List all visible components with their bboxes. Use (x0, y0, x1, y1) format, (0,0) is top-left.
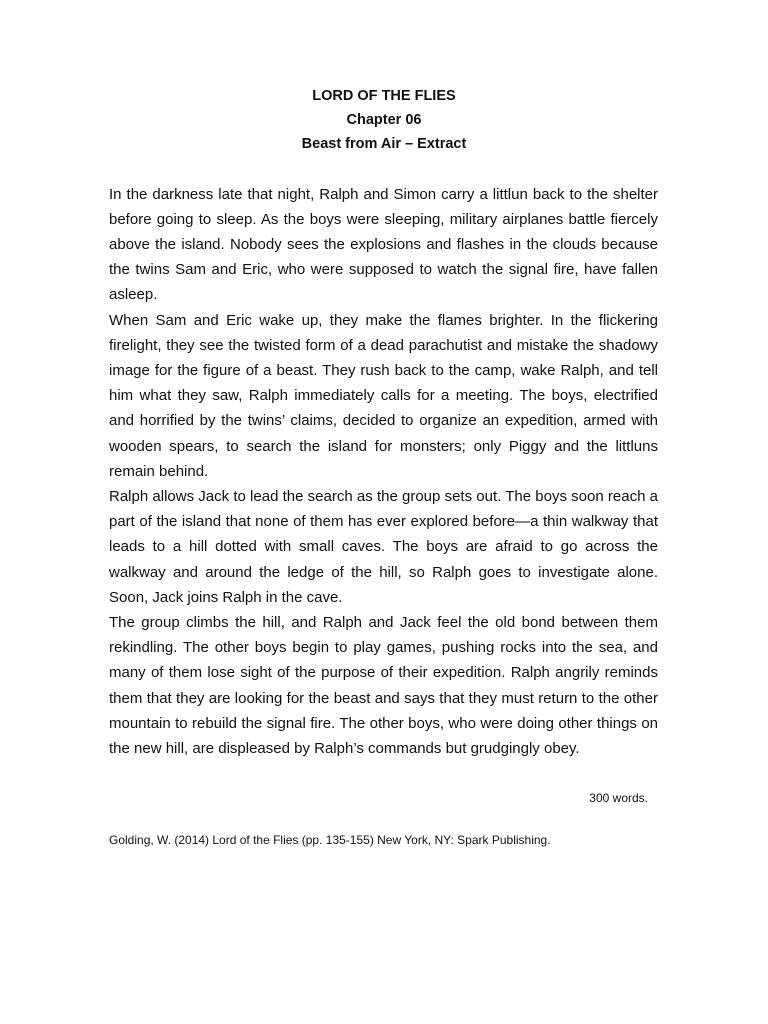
word-count: 300 words. (589, 791, 648, 805)
citation: Golding, W. (2014) Lord of the Flies (pp. 135-155) New York, NY: Spark Publishing. (109, 833, 551, 847)
paragraph-4: The group climbs the hill, and Ralph and Jack feel the old bond between them rekindling. The other boys begin to play games, pushing rocks into the sea, and many of them lose sight of the purpose of their expedition. Ralph angrily reminds them that they are looking for the beast and says that they must return to the other mountain to rebuild the signal fire. The other boys, who were doing other things on the new hill, are displeased by Ralph’s commands but grudgingly obey. (109, 613, 658, 757)
title-block (0, 84, 768, 156)
document-title: LORD OF THE FLIES (312, 88, 456, 104)
chapter-heading: Chapter 06 (346, 112, 422, 128)
body-text (109, 182, 658, 762)
paragraph-1: In the darkness late that night, Ralph and Simon carry a littlun back to the shelter before going to sleep. As the boys were sleeping, military airplanes battle fiercely above the island. Nobody sees the explosions and flashes in the clouds because the twins Sam and Eric, who were supposed to watch the signal fire, have fallen asleep. (109, 185, 658, 304)
paragraph-3: Ralph allows Jack to lead the search as the group sets out. The boys soon reach a part of the island that none of them has ever explored before—a thin walkway that leads to a hill dotted with small caves. The boys are afraid to go across the walkway and around the ledge of the hill, so Ralph goes to investigate alone. Soon, Jack joins Ralph in the cave. (109, 487, 658, 606)
chapter-subtitle: Beast from Air – Extract (301, 136, 467, 152)
paragraph-2: When Sam and Eric wake up, they make the flames brighter. In the flickering firelight, they see the twisted form of a dead parachutist and mistake the shadowy image for the figure of a beast. They rush back to the camp, wake Ralph, and tell him what they saw, Ralph immediately calls for a meeting. The boys, electrified and horrified by the twins’ claims, decided to organize an expedition, armed with wooden spears, to search the island for monsters; only Piggy and the littluns remain behind. (109, 311, 658, 480)
